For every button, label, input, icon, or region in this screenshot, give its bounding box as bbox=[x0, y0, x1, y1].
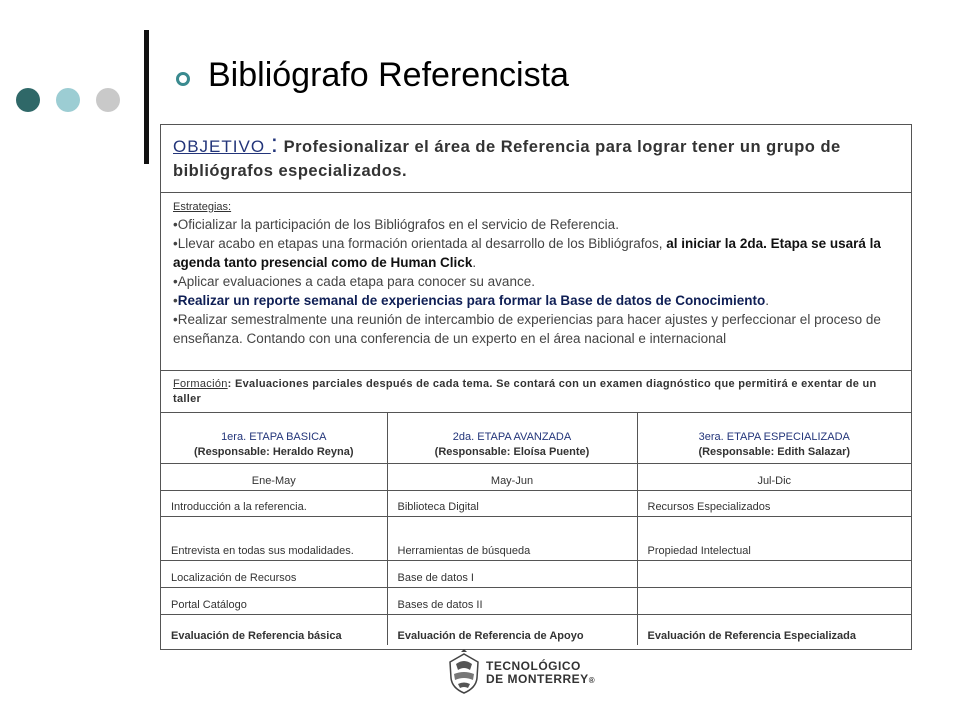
stage-header-cell bbox=[161, 413, 387, 464]
formation-text: : Evaluaciones parciales después de cada tema. Se contará con un examen diagnóstico que permitirá e exentar de un taller bbox=[173, 378, 877, 405]
seal-icon bbox=[444, 648, 484, 696]
table-cell bbox=[637, 561, 911, 588]
slide-title: Bibliógrafo Referencista bbox=[208, 56, 569, 94]
evaluation-row bbox=[161, 615, 911, 646]
table-row bbox=[161, 491, 911, 517]
stage-name: 1era. ETAPA BASICA bbox=[221, 431, 327, 443]
stage-name: 3era. ETAPA ESPECIALIZADA bbox=[698, 431, 850, 443]
objective-section bbox=[161, 125, 911, 193]
stage-header-cell bbox=[387, 413, 637, 464]
evaluation-cell: Evaluación de Referencia Especializada bbox=[647, 630, 856, 642]
decor-dot-light bbox=[56, 88, 80, 112]
objective-label: OBJETIVO bbox=[173, 137, 271, 156]
table-cell: Base de datos I bbox=[387, 561, 637, 588]
strategy-item-4 bbox=[173, 291, 901, 310]
strategy-item-2-text: •Llevar acabo en etapas una formación orientada al desarrollo de los Bibliógrafos, bbox=[173, 236, 667, 251]
table-row bbox=[161, 561, 911, 588]
stage-responsible: (Responsable: Heraldo Reyna) bbox=[193, 446, 354, 458]
strategy-item-4-bullet: • bbox=[173, 293, 178, 308]
objective-text: Profesionalizar el área de Referencia para lograr tener un grupo de bibliógrafos especializados bbox=[173, 138, 841, 180]
strategies-heading: Estrategias bbox=[173, 201, 229, 213]
table-row bbox=[161, 517, 911, 561]
strategy-item-3: •Aplicar evaluaciones a cada etapa para conocer su avance. bbox=[173, 274, 535, 289]
objective-period: . bbox=[401, 162, 408, 180]
strategy-item-5: •Realizar semestralmente una reunión de intercambio de experiencias para hacer ajustes y perfeccionar el proceso de enseñanza. Contando con una conferencia de un experto en el área nacional e internacional bbox=[173, 312, 881, 346]
formation-section bbox=[161, 371, 911, 413]
decor-dot-gray bbox=[96, 88, 120, 112]
table-cell: Bases de datos II bbox=[387, 588, 637, 615]
period-row bbox=[161, 464, 911, 491]
strategies-heading-row bbox=[173, 199, 901, 215]
table-row bbox=[161, 588, 911, 615]
table-cell: Biblioteca Digital bbox=[387, 491, 637, 517]
registered-mark: ® bbox=[588, 676, 596, 685]
table-cell: Herramientas de búsqueda bbox=[387, 517, 637, 561]
stage-responsible: (Responsable: Edith Salazar) bbox=[698, 446, 851, 458]
stage-header-cell bbox=[637, 413, 911, 464]
table-cell: Entrevista en todas sus modalidades. bbox=[161, 517, 387, 561]
table-cell: Introducción a la referencia. bbox=[161, 491, 387, 517]
table-cell: Localización de Recursos bbox=[161, 561, 387, 588]
strategy-item-1: •Oficializar la participación de los Bibliógrafos en el servicio de Referencia. bbox=[173, 217, 619, 232]
table-cell bbox=[637, 588, 911, 615]
stage-name: 2da. ETAPA AVANZADA bbox=[452, 431, 572, 443]
period-cell: Ene-May bbox=[161, 464, 387, 491]
table-cell: Propiedad Intelectual bbox=[637, 517, 911, 561]
logo-wordmark bbox=[486, 660, 595, 687]
evaluation-cell: Evaluación de Referencia de Apoyo bbox=[387, 615, 637, 646]
content-table bbox=[160, 124, 912, 650]
period-cell: May-Jun bbox=[387, 464, 637, 491]
stages-table bbox=[161, 413, 911, 645]
table-cell: Recursos Especializados bbox=[637, 491, 911, 517]
strategies-colon: : bbox=[228, 201, 232, 213]
title-divider bbox=[144, 30, 149, 164]
logo-line-2-text: DE MONTERREY bbox=[486, 672, 589, 686]
stage-responsible: (Responsable: Eloísa Puente) bbox=[434, 446, 590, 458]
evaluation-cell: Evaluación de Referencia básica bbox=[161, 615, 387, 646]
strategy-item-4-bold: Realizar un reporte semanal de experiencias para formar la Base de datos de Conocimiento bbox=[177, 293, 766, 308]
formation-label: Formación bbox=[173, 378, 228, 390]
table-cell: Portal Catálogo bbox=[161, 588, 387, 615]
title-bullet-icon bbox=[176, 72, 190, 86]
strategy-item-2-end: . bbox=[472, 255, 477, 270]
logo-line-2 bbox=[486, 673, 595, 687]
objective-colon: : bbox=[270, 128, 279, 158]
strategy-item-4-end: . bbox=[765, 293, 769, 308]
decor-dot-dark bbox=[16, 88, 40, 112]
strategy-item-2 bbox=[173, 234, 901, 272]
logo-line-1: TECNOLÓGICO bbox=[486, 659, 581, 673]
strategy-item-2-bold: al iniciar la 2da. Etapa se usará la agenda tanto presencial como de Human Click bbox=[173, 236, 881, 270]
strategies-section bbox=[161, 193, 911, 371]
stage-header-row bbox=[161, 413, 911, 464]
period-cell: Jul-Dic bbox=[637, 464, 911, 491]
